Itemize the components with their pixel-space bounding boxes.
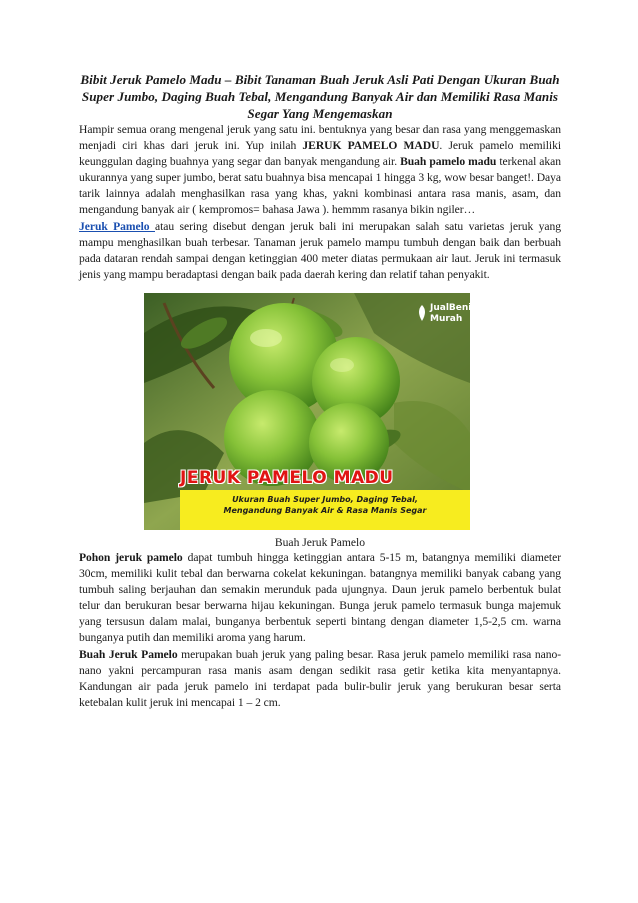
tree-text: dapat tumbuh hingga ketinggian antara 5-15 m, batangnya memiliki diameter 30cm, memiliki kulit tebal dan berwarna cokelat kekuningan. batangnya memiliki banyak cabang yang tumbuh saling berjauhan dan semakin merunduk pada ujungnya. Daun jeruk pamelo berbentuk bulat telur dan berukuran besar berwarna hijau kekuningan. Bunga jeruk pamelo termasuk bunga majemuk yang tersusun dalam malai, bunganya berbentuk seperti bintang dengan diameter 1,5-2,5 cm. warna bunganya putih dan memiliki aroma yang harum. — [79, 550, 562, 645]
logo-text-line2: Murah — [430, 313, 463, 324]
jualbenihmurah-logo — [412, 299, 478, 337]
leaf-logo-icon — [416, 305, 428, 321]
image-banner-title: JERUK PAMELO MADU — [180, 467, 394, 488]
intro-bold-2: Buah pamelo madu — [400, 155, 497, 169]
image-caption: Buah Jeruk Pamelo — [274, 535, 366, 549]
image-tagline-bar — [180, 490, 470, 530]
tree-bold: Pohon jeruk pamelo — [79, 550, 183, 564]
logo-text-line1: JualBenih — [430, 302, 478, 313]
intro-paragraph — [79, 122, 561, 219]
image-tagline-1: Ukuran Buah Super Jumbo, Daging Tebal, — [232, 494, 418, 504]
fruit-text: merupakan buah jeruk yang paling besar. Rasa jeruk pamelo memiliki rasa nano-nano yakni percampuran rasa manis asam dengan sedikit rasa getir ketika kita menyantapnya. Kandungan air pada jeruk pamelo ini terdapat pada bulir-bulir jeruk yang berukuran besar serta ketebalan kulit jeruk ini mencapai 1 – 2 cm. — [79, 647, 562, 709]
intro-text-1: Hampir semua orang mengenal jeruk yang satu ini. bentuknya yang besar dan rasa yang menggemaskan menjadi ciri khas dari jeruk ini. Yup inilah — [79, 123, 561, 153]
document-page — [79, 71, 561, 711]
product-image — [144, 293, 478, 530]
image-tagline-2: Mengandung Banyak Air & Rasa Manis Segar — [223, 505, 427, 515]
product-figure — [79, 293, 561, 550]
description-text: atau sering disebut dengan jeruk bali ini merupakan salah satu varietas jeruk yang mampu menghasilkan buah terbesar. Tanaman jeruk pamelo mampu tumbuh dengan baik dan berbuah pada dataran rendah sampai dengan ketinggian 400 meter diatas permukaan air laut. Jeruk ini termasuk jenis yang mampu beradaptasi dengan baik pada daerah kering dan relatif tahan penyakit. — [79, 219, 561, 281]
intro-text-2: . Jeruk pamelo memiliki keunggulan daging buahnya yang segar dan banyak mengandung air. — [79, 139, 561, 169]
fruit-paragraph — [79, 647, 561, 711]
jeruk-pamelo-link[interactable]: Jeruk Pamelo — [79, 219, 155, 233]
intro-bold-1: JERUK PAMELO MADU — [302, 139, 440, 153]
document-title: Bibit Jeruk Pamelo Madu – Bibit Tanaman Buah Jeruk Asli Pati Dengan Ukuran Buah Super Jumbo, Daging Buah Tebal, Mengandung Banyak Air dan Memiliki Rasa Manis Segar Yang Mengemaskan — [80, 72, 560, 121]
description-paragraph — [79, 219, 561, 283]
fruit-bold: Buah Jeruk Pamelo — [79, 647, 178, 661]
tree-paragraph — [79, 550, 561, 647]
intro-text-3: terkenal akan ukurannya yang super jumbo, berat satu buahnya bisa mencapai 1 hingga 3 kg, wow besar banget!. Daya tarik lainnya adalah menghasilkan rasa yang khas, yakni kombinasi antara rasa manis, asam, dan mengandung banyak air ( kempromos= bahasa Jawa ). hemmm rasanya bikin ngiler… — [79, 155, 561, 217]
